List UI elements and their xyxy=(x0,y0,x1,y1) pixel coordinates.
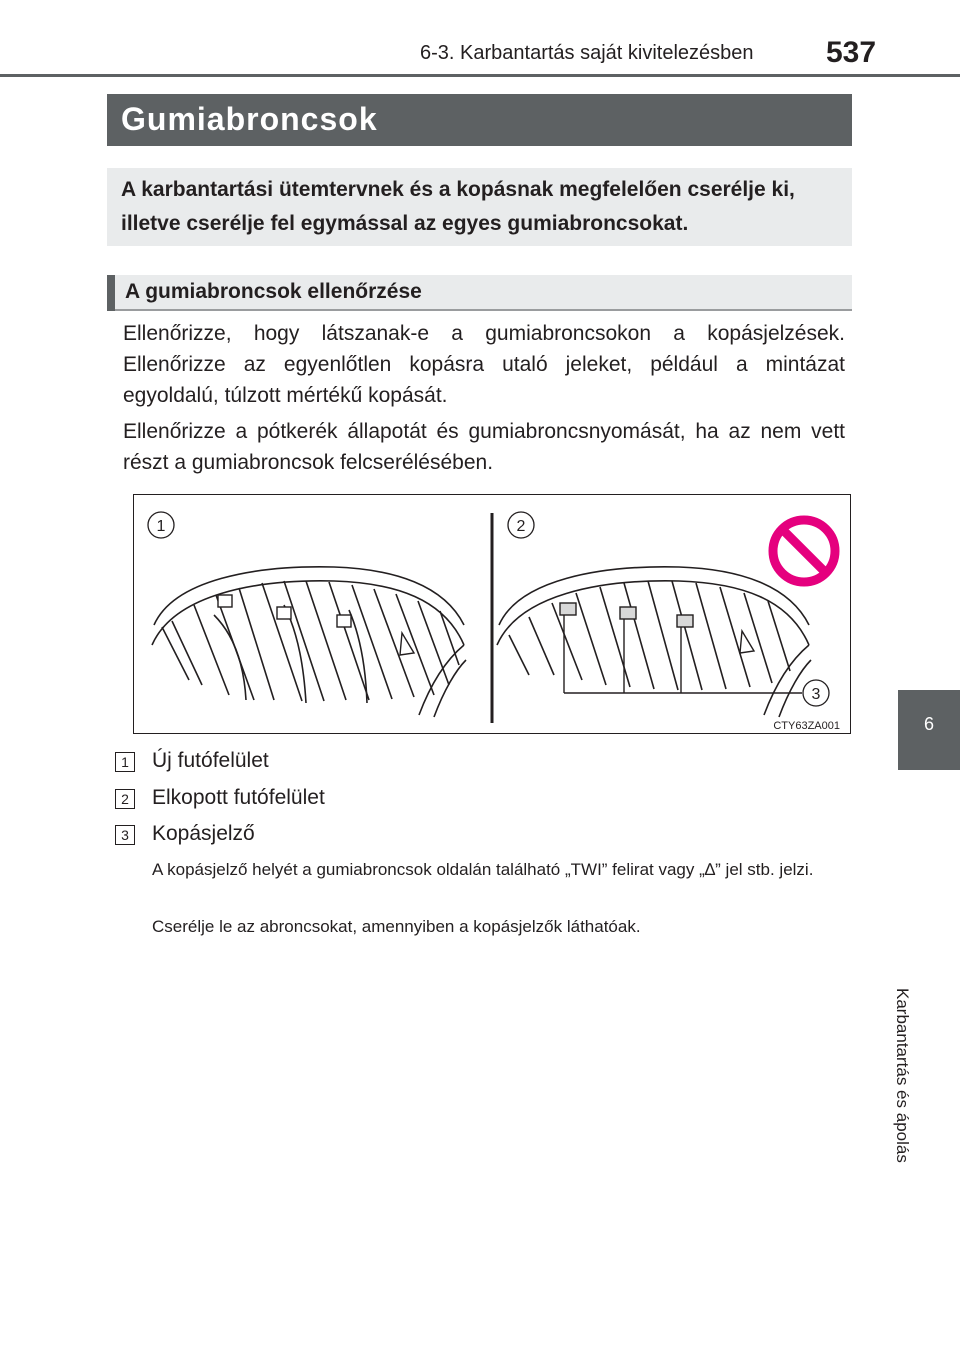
subsection-heading: A gumiabroncsok ellenőrzése xyxy=(125,280,422,303)
wear-bar xyxy=(218,595,232,607)
chapter-number: 6 xyxy=(923,714,934,734)
paragraph-2: Ellenőrizze a pótkerék állapotát és gumiabroncsnyomását, ha az nem vett részt a gumiabroncsok felcserélésében. xyxy=(123,420,845,474)
subsection-accent xyxy=(107,275,115,311)
chapter-label-text: Karbantartás és ápolás xyxy=(893,988,912,1163)
running-header-section: 6-3. Karbantartás saját kivitelezésben xyxy=(420,42,754,64)
page-title-bar xyxy=(107,94,852,146)
wear-bar xyxy=(560,603,576,615)
tire-tread-illustration xyxy=(134,495,852,735)
legend-label: Új futófelület xyxy=(152,749,269,772)
wear-bar xyxy=(277,607,291,619)
note-1: A kopásjelző helyét a gumiabroncsok oldalán található „TWI” felirat vagy „∆” jel stb. jelzi. xyxy=(152,860,814,879)
paragraph-1: Ellenőrizze, hogy látszanak-e a gumiabroncsokon a kopásjelzések. Ellenőrizze az egyenlőtlen kopásra utaló jeleket, például a mintázat egyoldalú, túlzott mértékű kopását. xyxy=(123,322,845,407)
wear-bar xyxy=(620,607,636,619)
page-title: Gumiabroncsok xyxy=(121,101,378,137)
new-tread-drawing xyxy=(152,567,466,717)
intro-text: A karbantartási ütemtervnek és a kopásnak megfelelően cserélje ki, illetve cserélje fel egymással az egyes gumiabroncsokat. xyxy=(121,178,795,235)
wear-bar xyxy=(677,615,693,627)
worn-tread-drawing xyxy=(497,567,811,717)
legend-label: Kopásjelző xyxy=(152,822,255,845)
subsection-heading-bar xyxy=(107,275,852,311)
callout-3: 3 xyxy=(811,686,821,703)
chapter-label xyxy=(892,988,912,1248)
intro-box xyxy=(107,168,852,246)
legend-number: 2 xyxy=(115,789,135,809)
callout-2: 2 xyxy=(516,518,526,535)
legend-number: 1 xyxy=(115,752,135,772)
tire-tread-figure xyxy=(133,494,851,734)
chapter-tab xyxy=(898,690,960,770)
legend-number: 3 xyxy=(115,825,135,845)
legend-label: Elkopott futófelület xyxy=(152,786,325,809)
wear-bar xyxy=(337,615,351,627)
figure-code: CTY63ZA001 xyxy=(773,720,840,732)
note-2: Cserélje le az abroncsokat, amennyiben a kopásjelzők láthatóak. xyxy=(152,917,641,936)
prohibited-icon xyxy=(773,520,835,582)
callout-1: 1 xyxy=(156,518,166,535)
new-tread-wear-bars xyxy=(218,595,351,627)
header-rule xyxy=(0,74,960,77)
page-number: 537 xyxy=(826,36,877,69)
twi-triangle-mark xyxy=(740,631,754,653)
